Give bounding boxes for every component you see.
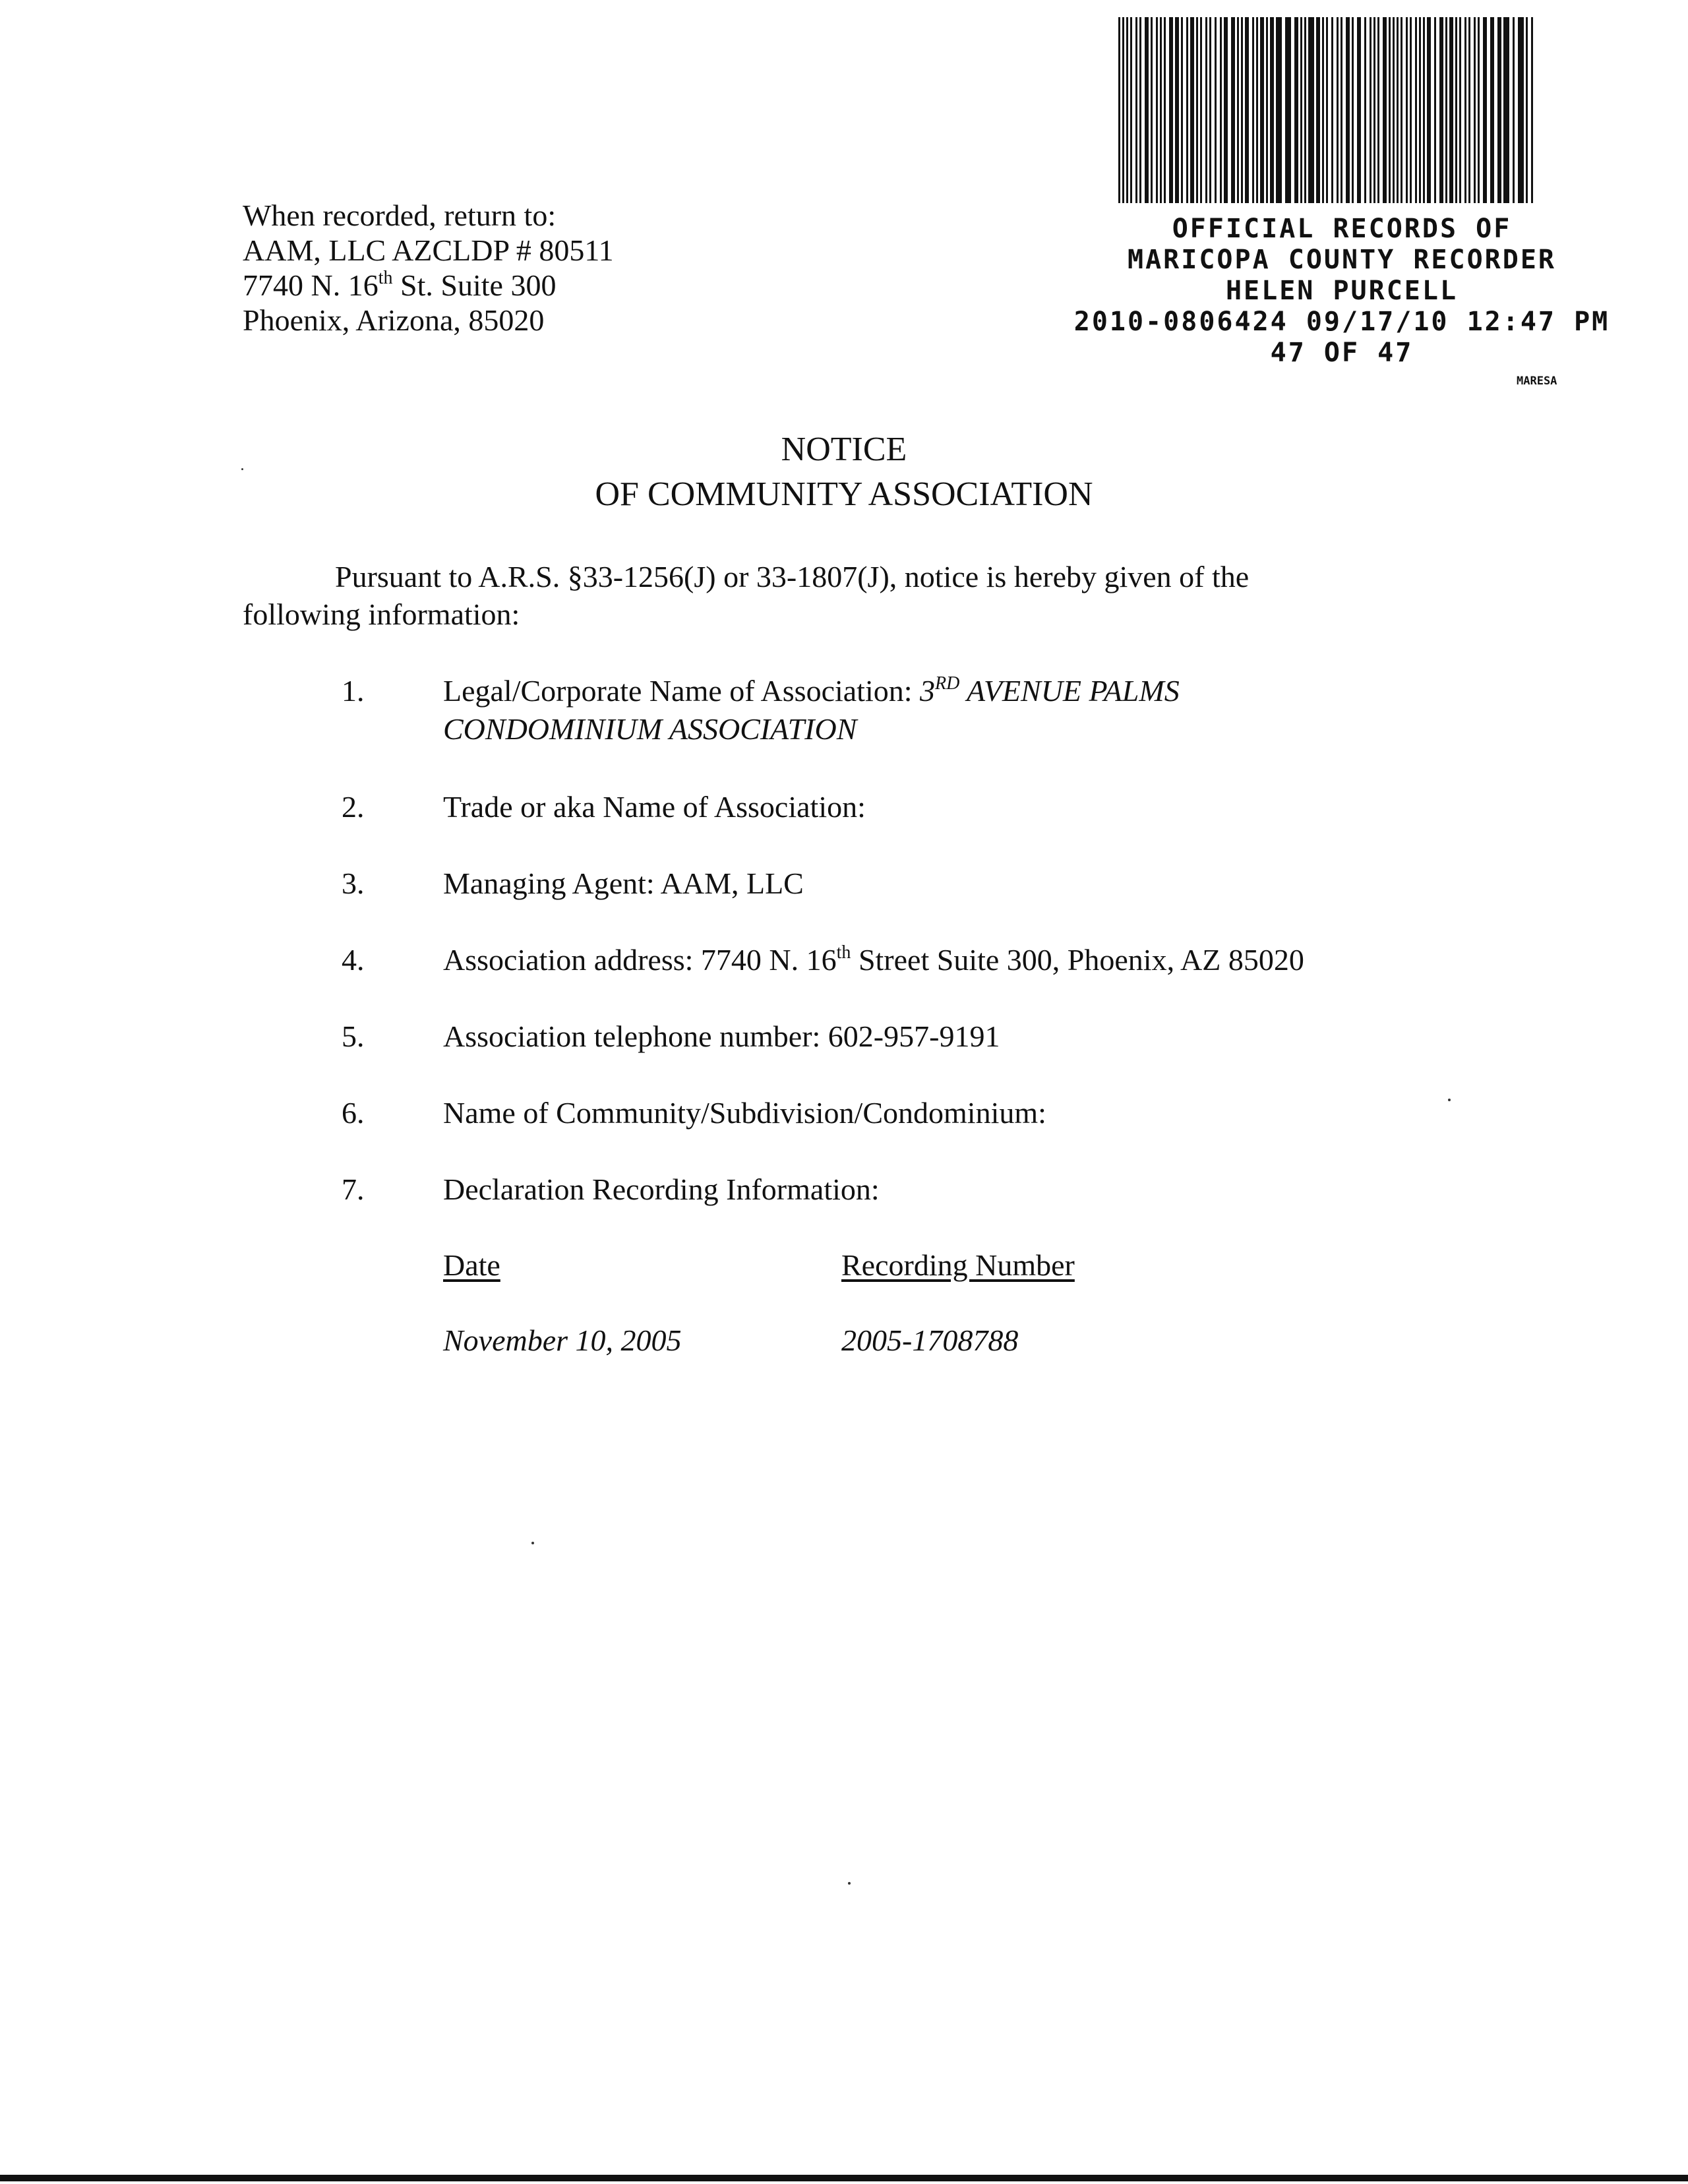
- return-to-line-1: When recorded, return to:: [243, 198, 557, 232]
- recorder-stamp: [1055, 214, 1629, 369]
- document-title: NOTICE: [781, 431, 907, 468]
- barcode-bar: [1300, 17, 1302, 203]
- barcode-bar: [1483, 17, 1487, 203]
- item-4-post: Street Suite 300, Phoenix, AZ 85020: [851, 943, 1304, 977]
- barcode-bar: [1135, 17, 1137, 203]
- barcode-bar: [1415, 17, 1417, 203]
- item-number: 5.: [342, 1019, 365, 1053]
- barcode-bar: [1122, 17, 1124, 203]
- date-column-header: Date: [443, 1248, 500, 1282]
- barcode-bar: [1383, 17, 1387, 203]
- item-text: [443, 942, 1564, 979]
- barcode-bar: [1256, 17, 1258, 203]
- item-1-value-line-2: CONDOMINIUM ASSOCIATION: [443, 712, 857, 746]
- barcode-image: [1118, 17, 1536, 203]
- barcode-bar: [1130, 17, 1132, 203]
- return-to-line-3-post: St. Suite 300: [392, 268, 557, 302]
- item-text: Name of Community/Subdivision/Condominium:: [443, 1096, 1046, 1130]
- barcode-bar: [1373, 17, 1375, 203]
- barcode-bar: [1245, 17, 1249, 203]
- barcode-bar: [1266, 17, 1268, 203]
- item-number: 3.: [342, 866, 365, 900]
- return-to-line-3: [243, 268, 614, 303]
- item-number: 1.: [342, 674, 365, 708]
- intro-paragraph: [243, 558, 1430, 633]
- barcode-bar: [1209, 17, 1211, 203]
- barcode-bar: [1252, 17, 1254, 203]
- barcode-bar: [1126, 17, 1128, 203]
- item-text: Declaration Recording Information:: [443, 1172, 880, 1206]
- barcode-bar: [1357, 17, 1361, 203]
- barcode-bar: [1389, 17, 1391, 203]
- barcode-bar: [1513, 17, 1515, 203]
- barcode-bar: [1490, 17, 1494, 203]
- barcode-bar: [1445, 17, 1447, 203]
- barcode-bar: [1406, 17, 1408, 203]
- stamp-line-2: MARICOPA COUNTY RECORDER: [1128, 245, 1556, 275]
- item-4-sup: th: [836, 942, 851, 963]
- barcode-bar: [1294, 17, 1298, 203]
- item-1-value-sup: RD: [935, 673, 960, 694]
- barcode-bar: [1175, 17, 1179, 203]
- barcode-bar: [1352, 17, 1354, 203]
- barcode-bar: [1308, 17, 1314, 203]
- barcode-bar: [1186, 17, 1188, 203]
- barcode-bar: [1205, 17, 1207, 203]
- barcode-bar: [1346, 17, 1350, 203]
- barcode-bar: [1459, 17, 1461, 203]
- intro-line-2: following information:: [243, 597, 520, 631]
- stamp-line-5: 47 OF 47: [1270, 338, 1414, 368]
- barcode-bar: [1427, 17, 1431, 203]
- item-1-value: [920, 674, 1180, 708]
- barcode-bar: [1331, 17, 1333, 203]
- return-to-line-2: AAM, LLC AZCLDP # 80511: [243, 233, 614, 267]
- return-to-line-4: Phoenix, Arizona, 85020: [243, 303, 545, 337]
- barcode-bar: [1224, 17, 1228, 203]
- return-to-line-3-pre: 7740 N. 16: [243, 268, 378, 302]
- barcode-bar: [1270, 17, 1274, 203]
- barcode-bar: [1276, 17, 1282, 203]
- stamp-initials: MARESA: [1517, 375, 1557, 388]
- return-to-block: [243, 198, 614, 338]
- barcode-bar: [1304, 17, 1306, 203]
- barcode-bar: [1220, 17, 1222, 203]
- barcode-bar: [1337, 17, 1339, 203]
- barcode-bar: [1341, 17, 1342, 203]
- barcode-bar: [1156, 17, 1158, 203]
- barcode-bar: [1423, 17, 1425, 203]
- barcode-bar: [1200, 17, 1202, 203]
- barcode-bar: [1151, 17, 1153, 203]
- barcode-bar: [1377, 17, 1379, 203]
- barcode-bar: [1518, 17, 1524, 203]
- barcode-bar: [1145, 17, 1149, 203]
- barcode-bar: [1468, 17, 1470, 203]
- barcode-bar: [1531, 17, 1533, 203]
- barcode-bar: [1241, 17, 1243, 203]
- stamp-line-3: HELEN PURCELL: [1225, 276, 1459, 306]
- barcode-bar: [1497, 17, 1501, 203]
- stamp-line-1: OFFICIAL RECORDS OF: [1172, 214, 1512, 244]
- barcode-bar: [1190, 17, 1194, 203]
- barcode-bar: [1410, 17, 1412, 203]
- item-number: 6.: [342, 1096, 365, 1130]
- barcode-bar: [1464, 17, 1466, 203]
- barcode-bar: [1434, 17, 1436, 203]
- item-text: Managing Agent: AAM, LLC: [443, 866, 804, 900]
- barcode-bar: [1215, 17, 1217, 203]
- scan-speck: [1448, 1099, 1451, 1101]
- barcode-bar: [1160, 17, 1162, 203]
- scan-speck: [241, 468, 243, 470]
- recording-number-value: 2005-1708788: [841, 1323, 1019, 1357]
- item-number: 7.: [342, 1172, 365, 1206]
- barcode-bar: [1401, 17, 1402, 203]
- intro-line-1: [243, 558, 1430, 595]
- barcode-bar: [1526, 17, 1528, 203]
- barcode-bar: [1503, 17, 1509, 203]
- barcode-bar: [1231, 17, 1235, 203]
- barcode-bar: [1181, 17, 1183, 203]
- barcode-bar: [1393, 17, 1395, 203]
- intro-line-1-text: Pursuant to A.R.S. §33-1256(J) or 33-1807(J), notice is hereby given of the: [335, 560, 1250, 593]
- barcode-bar: [1285, 17, 1291, 203]
- document-subtitle: OF COMMUNITY ASSOCIATION: [595, 475, 1093, 513]
- barcode-bar: [1455, 17, 1457, 203]
- barcode-bar: [1474, 17, 1476, 203]
- item-1-label: Legal/Corporate Name of Association:: [443, 674, 920, 708]
- scan-bottom-edge: [0, 2175, 1688, 2181]
- item-text: Trade or aka Name of Association:: [443, 790, 866, 824]
- barcode-bar: [1370, 17, 1372, 203]
- barcode-bar: [1364, 17, 1366, 203]
- item-1-value-post: AVENUE PALMS: [959, 674, 1180, 708]
- item-number: 2.: [342, 790, 365, 824]
- barcode-bar: [1397, 17, 1399, 203]
- scan-speck: [848, 1882, 851, 1885]
- item-text: Association telephone number: 602-957-9191: [443, 1019, 1000, 1053]
- return-to-line-3-sup: th: [378, 267, 393, 288]
- item-text: [443, 711, 1564, 748]
- barcode-bar: [1169, 17, 1173, 203]
- barcode-bar: [1237, 17, 1239, 203]
- recording-number-column-header: Recording Number: [841, 1248, 1075, 1282]
- barcode-bar: [1322, 17, 1324, 203]
- item-1-value-pre: 3: [920, 674, 936, 708]
- barcode-bar: [1326, 17, 1328, 203]
- item-text: [443, 673, 1564, 710]
- barcode-bar: [1118, 17, 1120, 203]
- barcode-bar: [1478, 17, 1480, 203]
- item-number: 4.: [342, 943, 365, 977]
- recording-date-value: November 10, 2005: [443, 1323, 682, 1357]
- barcode-bar: [1196, 17, 1198, 203]
- scan-speck: [531, 1542, 534, 1544]
- barcode-bar: [1449, 17, 1453, 203]
- stamp-line-4: 2010-0806424 09/17/10 12:47 PM: [1073, 307, 1610, 337]
- barcode-bar: [1316, 17, 1320, 203]
- barcode-bar: [1419, 17, 1421, 203]
- item-4-pre: Association address: 7740 N. 16: [443, 943, 837, 977]
- barcode-bar: [1439, 17, 1443, 203]
- barcode-bar: [1164, 17, 1166, 203]
- barcode-bar: [1260, 17, 1264, 203]
- barcode-bar: [1139, 17, 1141, 203]
